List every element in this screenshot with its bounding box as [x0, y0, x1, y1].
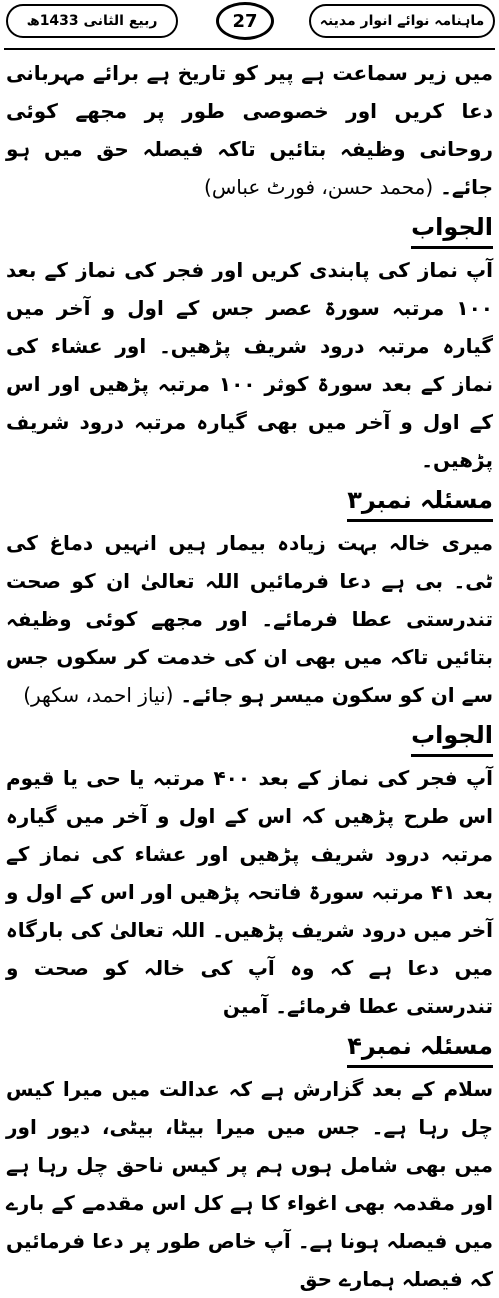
issue-date-box — [6, 4, 178, 38]
answer-paragraph — [6, 759, 493, 1025]
question-heading — [6, 483, 493, 522]
question-signature: (نیاز احمد، سکھر) — [23, 683, 174, 707]
answer-heading-label: الجواب — [411, 718, 493, 757]
question-text: میں زیر سماعت ہے پیر کو تاریخ ہے برائے مہربانی دعا کریں اور خصوصی طور پر مجھے کوئی روحانی وظیفہ بتائیں تاکہ فیصلہ حق میں ہو جائے۔ — [6, 61, 493, 199]
answer-heading-label: الجواب — [411, 210, 493, 249]
magazine-name: ماہنامہ نوائے انوار مدینہ — [319, 13, 485, 29]
page-number: 27 — [232, 10, 258, 32]
question-text: سلام کے بعد گزارش ہے کہ عدالت میں میرا کیس چل رہا ہے۔ جس میں میرا بیٹا، بیٹی، دیور اور میں بھی شامل ہوں ہم پر کیس ناحق چل رہا ہے اور مقدمہ بھی اغواء کا ہے کل اس مقدمے کے بارے میں فیصلہ ہونا ہے۔ آپ خاص طور پر دعا فرمائیں کہ فیصلہ ہمارے حق — [6, 1077, 493, 1291]
answer-text: آپ فجر کی نماز کے بعد ۴۰۰ مرتبہ یا حی یا قیوم اس طرح پڑھیں کہ اس کے اول و آخر میں گیارہ مرتبہ درود شریف پڑھیں اور عشاء کی نماز کے بعد ۴۱ مرتبہ سورۃ فاتحہ پڑھیں اور اس کے اول و آخر میں درود شریف پڑھیں۔ اللہ تعالیٰ کی بارگاہ میں دعا ہے کہ وہ آپ کی خالہ کو صحت و تندرستی عطا فرمائے۔ آمین — [6, 766, 493, 1018]
article-body — [6, 54, 493, 1298]
question-heading — [6, 1029, 493, 1068]
question-paragraph — [6, 1070, 493, 1298]
issue-date: ربیع الثانی 1433ھ — [26, 13, 158, 29]
page-header — [0, 0, 499, 50]
page-number-badge — [216, 2, 274, 40]
question-paragraph — [6, 524, 493, 714]
question-heading-label: مسئلہ نمبر۳ — [347, 483, 493, 522]
answer-paragraph — [6, 251, 493, 479]
question-text: میری خالہ بہت زیادہ بیمار ہیں انہیں دماغ کی ٹی۔ بی ہے دعا فرمائیں اللہ تعالیٰ ان کو صحت تندرستی عطا فرمائے۔ اور مجھے کوئی وظیفہ بتائیں تاکہ میں بھی ان کی خدمت کر سکوں جس سے ان کو سکون میسر ہو جائے۔ — [6, 531, 493, 707]
magazine-name-box — [309, 4, 495, 38]
header-divider — [4, 48, 495, 50]
question-signature: (محمد حسن، فورٹ عباس) — [204, 175, 434, 199]
answer-heading — [6, 718, 493, 757]
answer-text: آپ نماز کی پابندی کریں اور فجر کی نماز کے بعد ۱۰۰ مرتبہ سورۃ عصر جس کے اول و آخر میں گیارہ مرتبہ درود شریف پڑھیں۔ اور عشاء کی نماز کے بعد سورۃ کوثر ۱۰۰ مرتبہ پڑھیں اور اس کے اول و آخر میں بھی گیارہ مرتبہ درود شریف پڑھیں۔ — [6, 258, 493, 472]
answer-heading — [6, 210, 493, 249]
question-paragraph — [6, 54, 493, 206]
question-heading-label: مسئلہ نمبر۴ — [347, 1029, 493, 1068]
